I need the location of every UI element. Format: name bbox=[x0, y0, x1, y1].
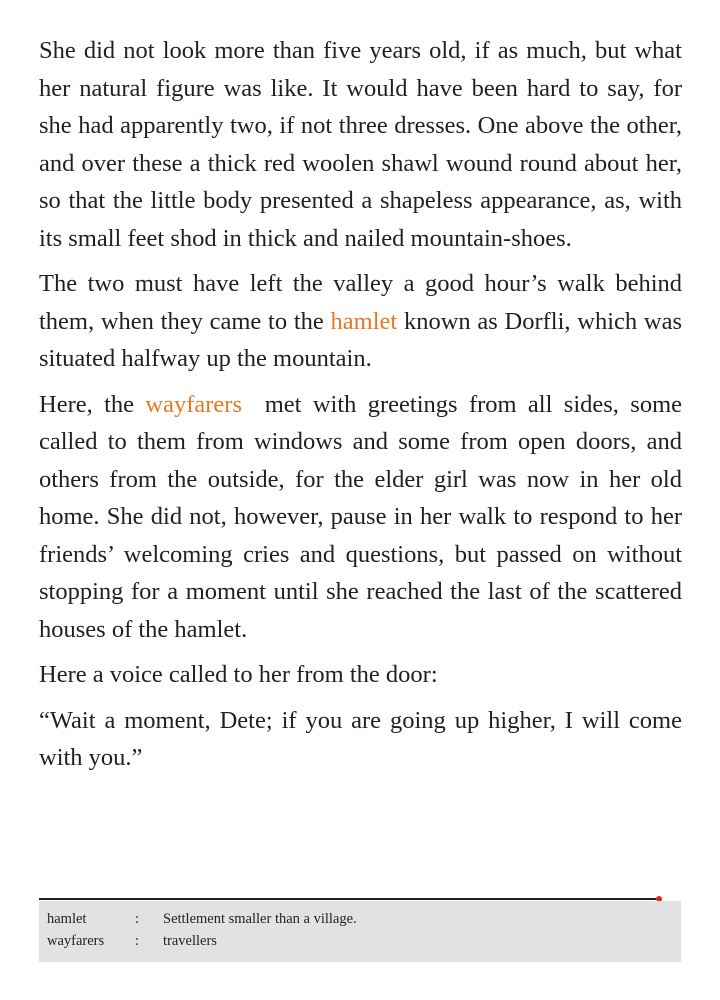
glossary-word-wayfarers: wayfarers bbox=[145, 390, 242, 418]
paragraph-5: “Wait a moment, Dete; if you are going up higher, I will come with you.” bbox=[39, 706, 682, 771]
glossary-term: hamlet bbox=[47, 911, 87, 927]
glossary-word-hamlet: hamlet bbox=[330, 307, 398, 335]
glossary-divider bbox=[39, 898, 656, 900]
paragraph-4: Here a voice called to her from the door: bbox=[39, 661, 438, 688]
glossary-definition: Settlement smaller than a village. bbox=[163, 911, 357, 927]
paragraph-2-part-1: The two must have left the valley a good hour’s walk behind them, when they came to the bbox=[39, 270, 682, 335]
glossary-row bbox=[39, 908, 681, 930]
glossary-term: wayfarers bbox=[47, 933, 105, 949]
story-text bbox=[39, 32, 682, 785]
paragraph-2-part-2: known as Dorfli, which was situated halfway up the mountain. bbox=[39, 307, 683, 372]
paragraph-2 bbox=[39, 265, 682, 378]
paragraph-3-part-1: Here, the bbox=[39, 390, 135, 418]
paragraph-3 bbox=[39, 386, 682, 649]
glossary-separator: : bbox=[135, 911, 140, 927]
glossary-definition: travellers bbox=[163, 933, 217, 949]
paragraph-1: She did not look more than five years old, if as much, but what her natural figure was like. It would have been hard to say, for she had apparently two, if not three dresses. One above the other, and over these a thick red woolen shawl wound round about her, so that the little body presented a shapeless appearance, as, with its small feet shod in thick and nailed mountain-shoes. bbox=[39, 37, 682, 252]
paragraph-3-part-2: met with greetings from all sides, some called to them from windows and some from open doors, and others from the outside, for the elder girl was now in her old home. She did not, however, pause in her walk to respond to her friends’ welcoming cries and questions, but passed on without stopping for a moment until she reached the last of the scattered houses of the hamlet. bbox=[39, 390, 683, 643]
glossary-box bbox=[39, 901, 681, 962]
glossary-separator: : bbox=[135, 933, 140, 949]
glossary-row bbox=[39, 930, 681, 952]
